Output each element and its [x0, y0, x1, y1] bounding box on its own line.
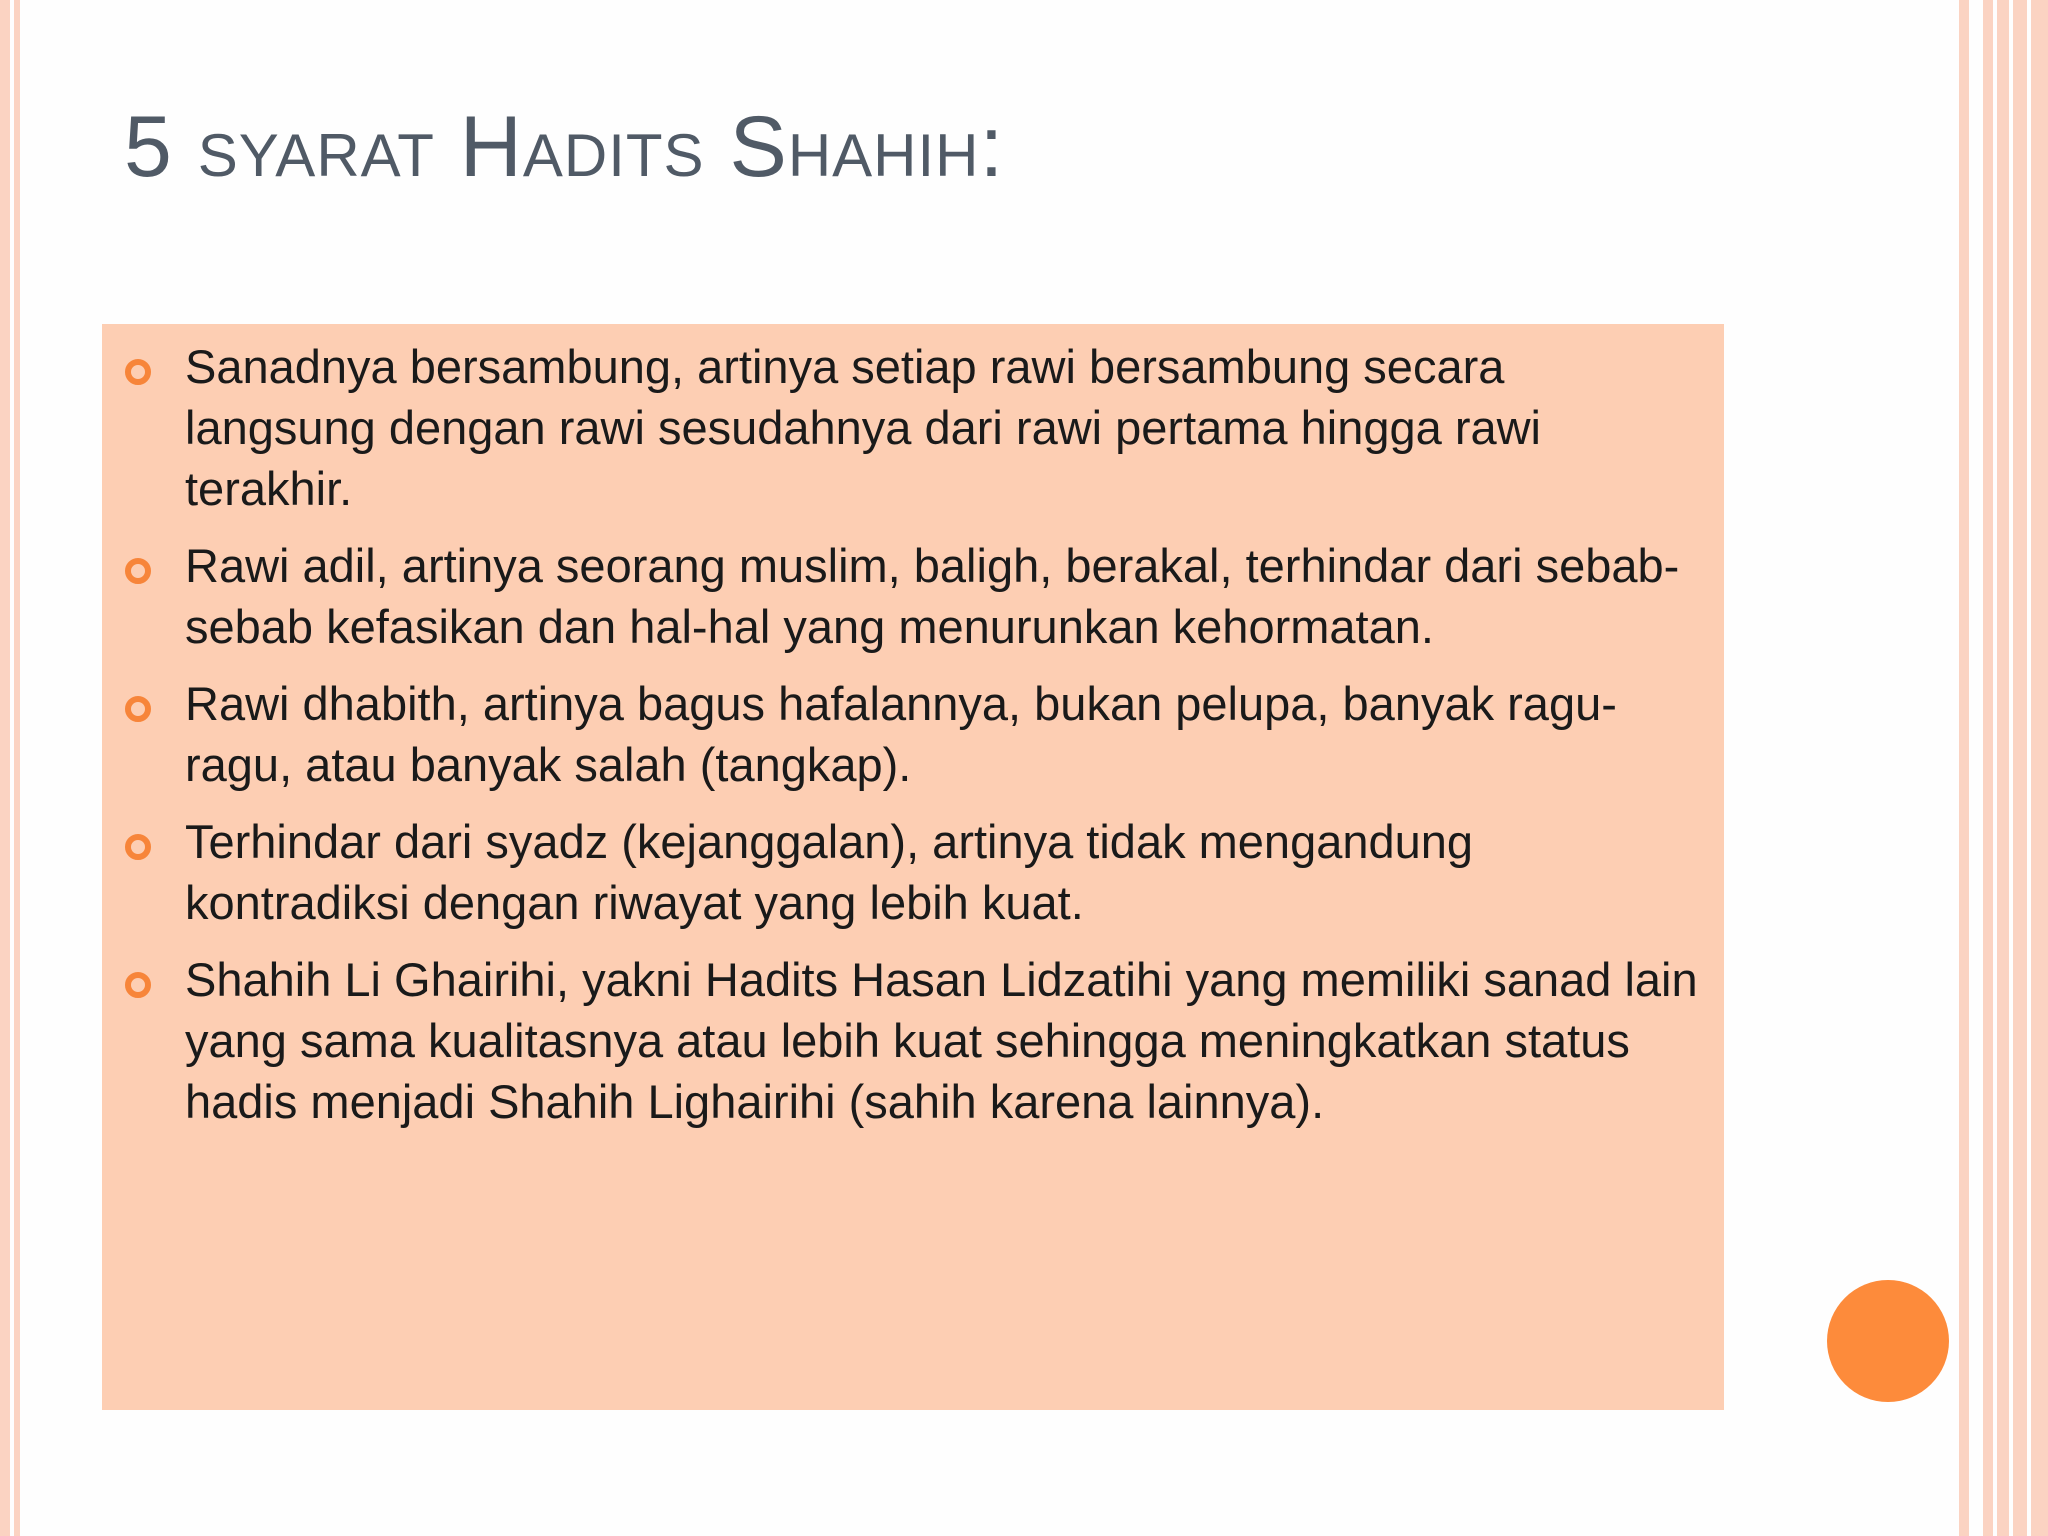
bullet-list — [102, 336, 1724, 1148]
content-box — [102, 324, 1724, 1410]
right-border-stripe — [2013, 0, 2027, 1536]
bullet-icon — [125, 558, 151, 584]
right-border-stripe — [1997, 0, 2009, 1536]
slide-title: 5 syarat Hadits Shahih: — [124, 99, 1005, 195]
left-border-stripe — [14, 0, 20, 1536]
right-border-stripe — [1959, 0, 1969, 1536]
list-item — [102, 949, 1724, 1132]
bullet-icon — [125, 834, 151, 860]
bullet-icon — [125, 972, 151, 998]
bullet-text: Sanadnya bersambung, artinya setiap rawi bersambung secara langsung dengan rawi sesudahnya dari rawi pertama hingga rawi terakhir. — [185, 340, 1542, 515]
bullet-icon — [125, 359, 151, 385]
bullet-text: Terhindar dari syadz (kejanggalan), artinya tidak mengandung kontradiksi dengan riwayat yang lebih kuat. — [185, 815, 1474, 929]
right-border-stripe — [1983, 0, 1993, 1536]
bullet-text: Rawi dhabith, artinya bagus hafalannya, bukan pelupa, banyak ragu-ragu, atau banyak salah (tangkap). — [185, 677, 1617, 791]
bullet-text: Shahih Li Ghairihi, yakni Hadits Hasan Lidzatihi yang memiliki sanad lain yang sama kualitasnya atau lebih kuat sehingga meningkatkan status hadis menjadi Shahih Lighairihi (sahih karena lainnya). — [185, 953, 1698, 1128]
list-item — [102, 673, 1724, 795]
list-item — [102, 811, 1724, 933]
list-item — [102, 336, 1724, 519]
bullet-icon — [125, 696, 151, 722]
left-border-stripe — [0, 0, 10, 1536]
orange-circle-decoration-icon — [1827, 1280, 1949, 1402]
list-item — [102, 535, 1724, 657]
right-border-stripe — [2031, 0, 2048, 1536]
bullet-text: Rawi adil, artinya seorang muslim, baligh, berakal, terhindar dari sebab-sebab kefasikan dan hal-hal yang menurunkan kehormatan. — [185, 539, 1680, 653]
